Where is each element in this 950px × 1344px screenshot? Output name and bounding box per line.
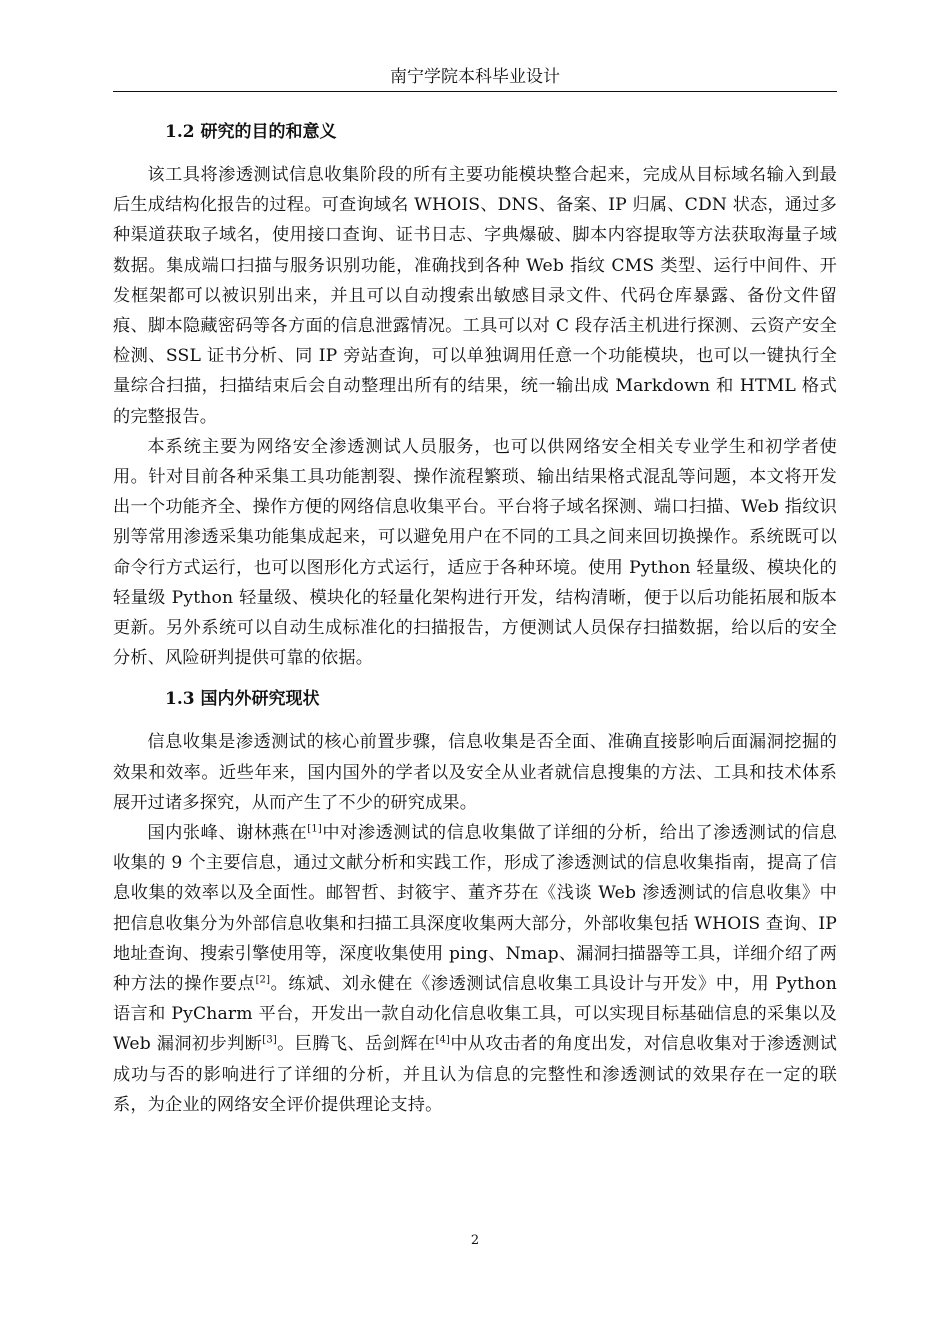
paragraph-status-2 [113,818,837,1120]
page-number-value: 2 [470,1233,480,1248]
section-heading-purpose: 1.2 研究的目的和意义 [165,122,337,142]
page-number [113,1232,837,1250]
page-header [113,66,837,92]
paragraph-purpose-2: 本系统主要为网络安全渗透测试人员服务，也可以供网络安全相关专业学生和初学者使用。针对目前各种采集工具功能割裂、操作流程繁琐、输出结果格式混乱等问题，本文将开发出一个功能齐全、操作方便的网络信息收集平台。平台将子域名探测、端口扫描、Web 指纹识别等常用渗透采集功能集成起来，可以避免用户在不同的工具之间来回切换操作。系统既可以命令行方式运行，也可以图形化方式运行，适应于各种环境。使用 Python 轻量级、模块化的轻量级 Python 轻量级、模块化的轻量化架构进行开发，结构清晰，便于以后功能拓展和版本更新。另外系统可以自动生成标准化的扫描报告，方便测试人员保存扫描数据，给以后的安全分析、风险研判提供可靠的依据。 [113,436,837,669]
text-segment: 中对渗透测试的信息收集做了详细的分析，给出了渗透测试的信息收集的 9 个主要信息，通过文献分析和实践工作，形成了渗透测试的信息收集指南，提高了信息收集的效率以及全面性。邮智哲、封筱宇、董齐芬在《浅谈 Web 渗透测试的信息收集》中把信息收集分为外部信息收集和扫描工具深度收集两大部分，外部收集包括 WHOIS 查询、IP 地址查询、搜索引擎使用等，深度收集使用 ping、Nmap、漏洞扫描器等工具，详细介绍了两种方法的操作要点 [113,823,837,995]
text-segment: 中从攻击者的角度出发，对信息收集对于渗透测试成功与否的影响进行了详细的分析，并且认为信息的完整性和渗透测试的效果存在一定的联系，为企业的网络安全评价提供理论支持。 [113,1034,837,1115]
citation-1: [1] [307,823,322,835]
citation-4: [4] [435,1034,451,1046]
section-heading-research-status: 1.3 国内外研究现状 [165,689,320,710]
header-title: 南宁学院本科毕业设计 [390,67,560,87]
paragraph-purpose-1: 该工具将渗透测试信息收集阶段的所有主要功能模块整合起来，完成从目标域名输入到最后生成结构化报告的过程。可查询域名 WHOIS、DNS、备案、IP 归属、CDN 状态，通过多种渠道获取子域名，使用接口查询、证书日志、字典爆破、脚本内容提取等方法获取海量子域数据。集成端口扫描与服务识别功能，准确找到各种 Web 指纹 CMS 类型、运行中间件、开发框架都可以被识别出来，并且可以自动搜索出敏感目录文件、代码仓库暴露、备份文件留痕、脚本隐藏密码等各方面的信息泄露情况。工具可以对 C 段存活主机进行探测、云资产安全检测、SSL 证书分析、同 IP 旁站查询，可以单独调用任意一个功能模块，也可以一键执行全量综合扫描，扫描结束后会自动整理出所有的结果，统一输出成 Markdown 和 HTML 格式的完整报告。 [113,165,837,427]
text-segment: 。练斌、刘永健在《渗透测试信息收集工具设计与开发》中，用 Python 语言和 PyCharm 平台，开发出一款自动化信息收集工具，可以实现目标基础信息的采集以及 Web 漏洞初步判断 [113,974,837,1055]
document-body [113,116,837,1120]
text-segment: 国内张峰、谢林燕在 [147,823,308,844]
text-segment: 。巨腾飞、岳剑辉在 [276,1034,436,1055]
paragraph-status-1: 信息收集是渗透测试的核心前置步骤，信息收集是否全面、准确直接影响后面漏洞挖掘的效果和效率。近些年来，国内国外的学者以及安全从业者就信息搜集的方法、工具和技术体系展开过诸多探究，从而产生了不少的研究成果。 [113,732,837,813]
citation-3: [3] [262,1034,277,1046]
citation-2: [2] [255,974,271,986]
